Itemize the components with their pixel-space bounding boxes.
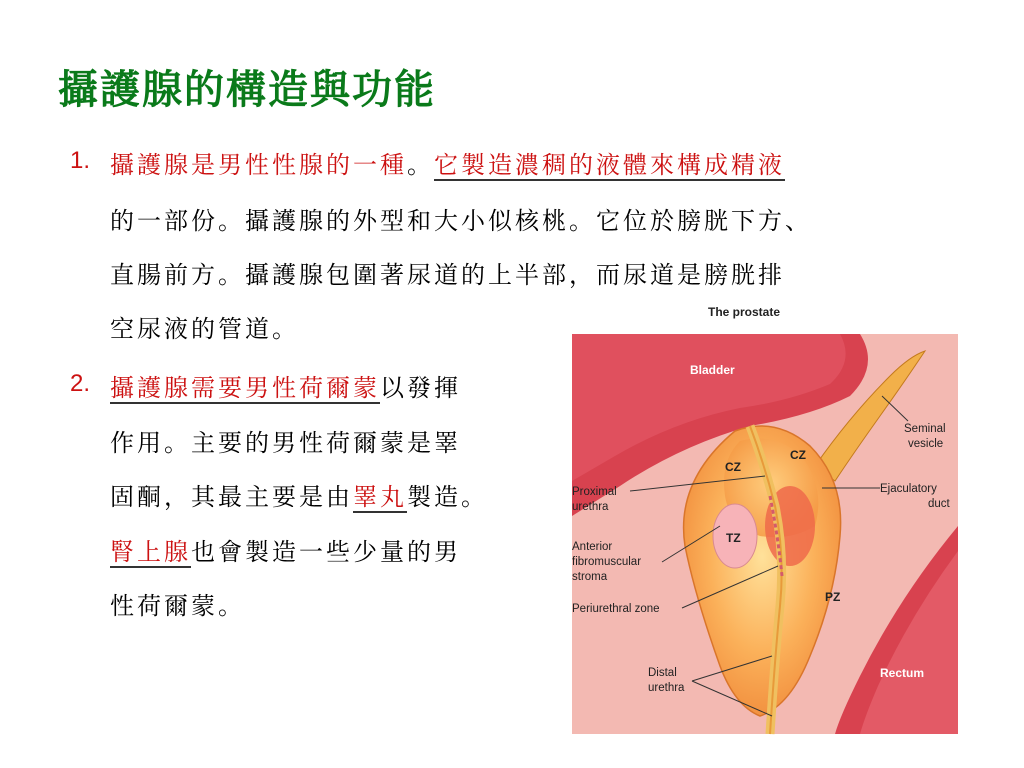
label-cz-1: CZ — [725, 460, 741, 474]
point-2-line-3-start: 固酮，其最主要是由 — [110, 483, 353, 511]
point-1-text-underlined: 它製造濃稠的液體來構成精液 — [434, 151, 785, 179]
adrenal-term: 腎上腺 — [110, 538, 191, 566]
point-2-line-4-rest: 也會製造一些少量的男 — [191, 538, 461, 566]
label-pz: PZ — [825, 590, 841, 604]
point-1-line-2: 的一部份。攝護腺的外型和大小似核桃。它位於膀胱下方、 — [110, 207, 812, 235]
point-1-period: 。 — [407, 151, 434, 179]
point-2-text-underlined: 攝護腺需要男性荷爾蒙 — [110, 374, 380, 402]
point-1-number: 1. — [70, 147, 91, 174]
point-1-line-3: 直腸前方。攝護腺包圍著尿道的上半部，而尿道是膀胱排 — [110, 261, 785, 289]
label-proximal-1: Proximal — [572, 486, 617, 498]
point-1-text-red: 攝護腺是男性性腺的一種 — [110, 151, 407, 179]
point-2-line-4 — [110, 532, 461, 567]
slide-title: 攝護腺的構造與功能 — [58, 66, 436, 113]
label-anterior-1: Anterior — [572, 541, 613, 553]
label-anterior-3: stroma — [572, 571, 608, 583]
point-2-number: 2. — [70, 370, 91, 397]
point-2-line-2: 作用。主要的男性荷爾蒙是睪 — [110, 429, 461, 457]
point-2-line-5: 性荷爾蒙。 — [110, 592, 245, 620]
label-bladder: Bladder — [690, 363, 735, 377]
label-periurethral: Periurethral zone — [572, 603, 660, 615]
prostate-diagram — [560, 296, 960, 736]
label-seminal-1: Seminal — [904, 423, 946, 435]
label-anterior-2: fibromuscular — [572, 556, 642, 568]
point-2-line-3-end: 製造。 — [407, 483, 488, 511]
point-2-line-1-rest: 以發揮 — [380, 374, 461, 402]
label-rectum: Rectum — [880, 666, 925, 680]
point-2-line-1 — [110, 368, 461, 403]
label-proximal-2: urethra — [572, 501, 609, 513]
testis-term: 睪丸 — [353, 483, 407, 511]
label-distal-1: Distal — [648, 667, 677, 679]
point-1-line-1 — [110, 145, 785, 180]
figure-caption: The prostate — [708, 305, 781, 319]
label-cz-2: CZ — [790, 448, 806, 462]
label-tz: TZ — [726, 531, 741, 545]
point-2-line-3 — [110, 477, 488, 512]
label-ejaculatory-2: duct — [928, 498, 950, 510]
label-seminal-2: vesicle — [908, 438, 944, 450]
label-ejaculatory-1: Ejaculatory — [880, 483, 937, 495]
point-1-line-4: 空尿液的管道。 — [110, 315, 299, 343]
label-distal-2: urethra — [648, 682, 685, 694]
